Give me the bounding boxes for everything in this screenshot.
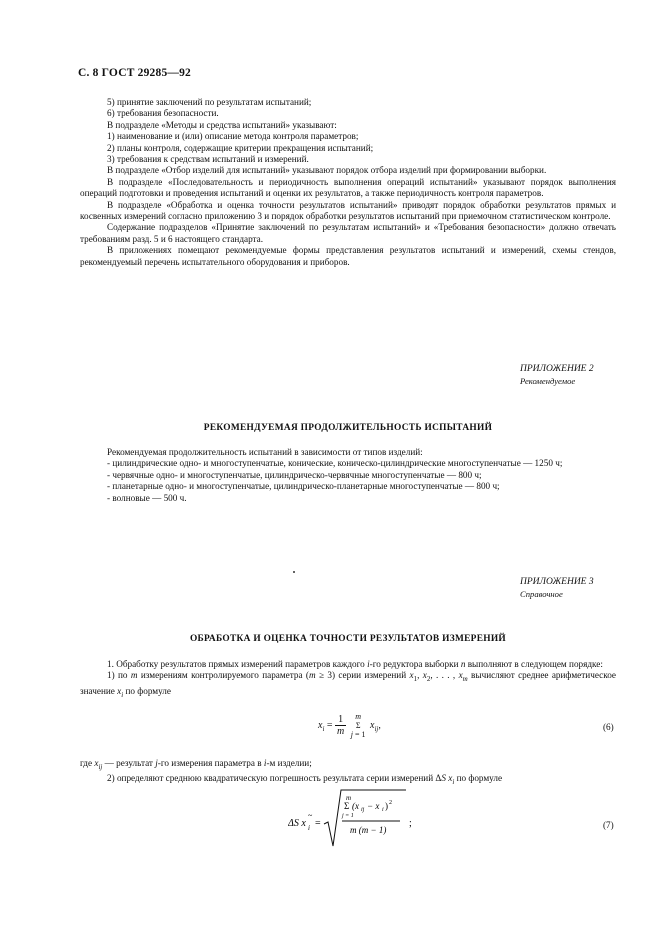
paragraph: В подразделе «Обработка и оценка точности результатов испытаний» приводят порядок обработки результатов прямых и косвенных измерений согласно приложению 3 и порядок обработки результатов испытаний при приемочном статистическом контроле. [80, 199, 616, 222]
appendix-3-label [520, 576, 594, 600]
list-item: 6) требования безопасности. [107, 108, 219, 119]
formula-7 [288, 788, 428, 855]
list-item: 5) принятие заключений по результатам испытаний; [107, 97, 312, 107]
svg-text:ΔS x: ΔS x [288, 818, 306, 829]
section-3-body [80, 659, 616, 701]
section-3-paragraph-2: 1) по m измерениям контролируемого параметра (m ≥ 3) серии измерений $x_1$, $x_2$, . . . , $x_m$ вычисляют среднее арифметическое значение $x_i$ по формуле [80, 670, 616, 699]
page-header: С. 8 ГОСТ 29285—92 [78, 67, 191, 79]
stray-dot [293, 571, 295, 573]
list-item: - червячные одно- и многоступенчатые, цилиндрическо-червячные многоступенчатые — 800 ч; [107, 469, 482, 480]
section-3-title: ОБРАБОТКА И ОЦЕНКА ТОЧНОСТИ РЕЗУЛЬТАТОВ ИЗМЕРЕНИЙ [189, 634, 507, 644]
svg-text:~: ~ [308, 811, 313, 820]
section-3-paragraph-1: 1. Обработку результатов прямых измерений параметров каждого i-го редуктора выборки n выполняют в следующем порядке: [107, 659, 603, 669]
svg-text:− x: − x [367, 801, 380, 811]
appendix-2-label [520, 363, 594, 387]
svg-text:;: ; [409, 818, 412, 829]
svg-text:ij: ij [361, 807, 365, 813]
svg-text:(x: (x [352, 801, 359, 811]
svg-text:j = 1: j = 1 [342, 813, 354, 819]
formula-6-explanation: где $x_{ij}$ — результат j-го измерения параметра в i-м изделии; [80, 758, 312, 771]
svg-text:i: i [382, 807, 384, 813]
section-2-intro: Рекомендуемая продолжительность испытаний в зависимости от типов изделий: [107, 447, 423, 457]
svg-text:2: 2 [389, 800, 392, 806]
equation-number-7: (7) [603, 820, 614, 830]
list-item: 2) планы контроля, содержащие критерии прекращения испытаний; [107, 142, 374, 153]
standard-text-block [80, 97, 616, 268]
appendix-2-title: ПРИЛОЖЕНИЕ 2 [520, 364, 594, 374]
svg-text:=: = [315, 818, 321, 829]
paragraph: В подразделе «Последовательность и периодичность выполнения операций испытаний» указывают порядок выполнения операций подготовки и проведения испытаний и оценки их результатов, а также периодичность контроля параметров. [80, 176, 616, 199]
svg-text:m (m − 1): m (m − 1) [350, 825, 387, 835]
section-2-body [80, 447, 616, 504]
list-item: 3) требования к средствам испытаний и измерений. [107, 154, 309, 165]
section-2-title: РЕКОМЕНДУЕМАЯ ПРОДОЛЖИТЕЛЬНОСТЬ ИСПЫТАНИЙ [203, 423, 493, 433]
list-item: - цилиндрические одно- и многоступенчатые, конические, коническо-цилиндрические многоступенчатые — 1250 ч; [107, 458, 563, 469]
appendix-2-status: Рекомендуемое [520, 376, 576, 386]
list-item: - планетарные одно- и многоступенчатые, цилиндрическо-планетарные многоступенчатые — 800 ч; [107, 481, 500, 492]
svg-text:m: m [346, 794, 352, 802]
svg-text:i: i [308, 824, 310, 832]
paragraph: Содержание подразделов «Принятие заключений по результатам испытаний» и «Требования безопасности» должно отвечать требованиям разд. 5 и 6 настоящего стандарта. [80, 222, 616, 244]
formula-7-graphic [288, 788, 428, 852]
section-3-paragraph-3: 2) определяют среднюю квадратическую погрешность результата серии измерений ΔS $x_i$ по формуле [107, 773, 503, 787]
paragraph: В подразделе «Отбор изделий для испытаний» указывают порядок отбора изделий при формировании выборки. [107, 165, 547, 176]
appendix-3-title: ПРИЛОЖЕНИЕ 3 [520, 577, 594, 587]
methods-intro: В подразделе «Методы и средства испытаний» указывают: [107, 119, 337, 130]
equation-number-6: (6) [603, 722, 614, 732]
section-3-body-2 [80, 758, 616, 788]
list-item: - волновые — 500 ч. [107, 492, 187, 503]
appendix-3-status: Справочное [520, 589, 563, 599]
formula-6: $x_i$ = $\frac{1}{m}$ m Σ j = 1 $x_{ij}$, [318, 712, 381, 739]
svg-text:Σ: Σ [344, 801, 350, 811]
svg-text:): ) [385, 801, 388, 811]
list-item: 1) наименование и (или) описание метода контроля параметров; [107, 131, 359, 142]
paragraph: В приложениях помещают рекомендуемые формы представления результатов испытаний и измерений, схемы стендов, рекомендуемый перечень испытательного оборудования и приборов. [80, 245, 616, 267]
